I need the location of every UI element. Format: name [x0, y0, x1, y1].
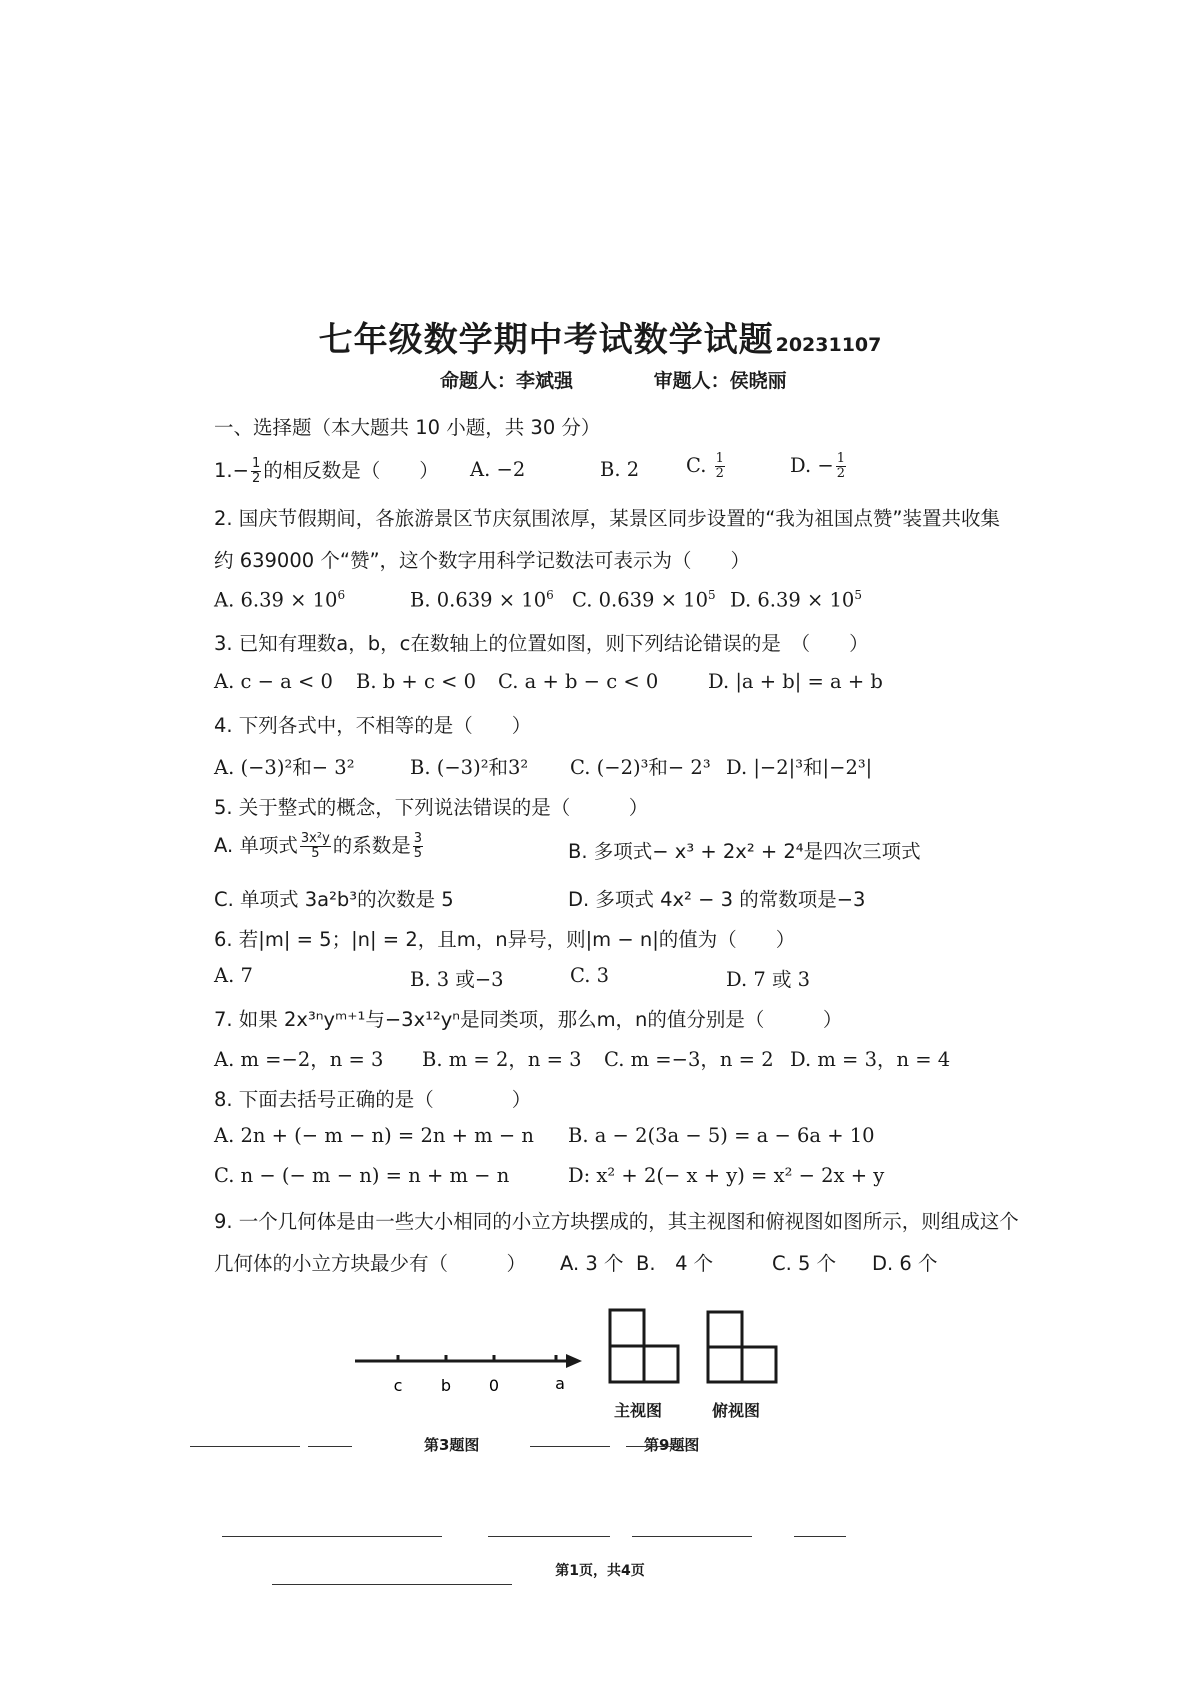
- q1-c-den: 2: [715, 466, 724, 481]
- q1-c-num: 1: [715, 451, 724, 466]
- label-b: b: [440, 1376, 452, 1395]
- q2-a-base: A. 6.39 × 10: [214, 588, 338, 612]
- q2-b-base: B. 0.639 × 10: [410, 588, 547, 612]
- q1-minus: −: [232, 459, 249, 482]
- q2-d-exp: 5: [854, 588, 862, 602]
- rule-9: [272, 1584, 512, 1585]
- q9-option-c: C. 5 个: [772, 1252, 837, 1275]
- q1-c-prefix: C.: [686, 454, 713, 477]
- q7-option-d: D. m = 3，n = 4: [790, 1048, 951, 1071]
- q3-option-c: C. a + b − c < 0: [498, 670, 659, 693]
- rule-8: [794, 1536, 846, 1537]
- question-9-line2: 几何体的小立方块最少有（ ）: [214, 1252, 527, 1275]
- q1-frac-den: 2: [251, 471, 261, 486]
- q1-number: 1.: [214, 459, 233, 482]
- rule-1: [190, 1446, 300, 1447]
- q1-d-den: 2: [836, 466, 845, 481]
- q4-option-d: D. |−2|³和|−2³|: [726, 756, 873, 779]
- q1-frac-num: 1: [251, 456, 261, 471]
- q7-option-c: C. m =−3，n = 2: [604, 1048, 774, 1071]
- page-footer: 第1页，共4页: [555, 1563, 645, 1579]
- q7-option-b: B. m = 2，n = 3: [422, 1048, 582, 1071]
- q2-c-base: C. 0.639 × 10: [572, 588, 708, 612]
- q5-a-mid: 的系数是: [332, 834, 411, 857]
- top-view-bottom-right-cell: [742, 1347, 776, 1382]
- q9-option-a: A. 3 个: [560, 1252, 624, 1275]
- q5-a-frac2-num: 3: [413, 831, 423, 846]
- q9-option-d: D. 6 个: [872, 1252, 938, 1275]
- q5-a-prefix: A. 单项式: [214, 834, 298, 857]
- fig9-caption: 第9题图: [644, 1436, 700, 1454]
- q2-d-base: D. 6.39 × 10: [730, 588, 855, 612]
- label-c: c: [393, 1376, 403, 1395]
- q4-option-c: C. (−2)³和− 2³: [570, 756, 711, 779]
- question-5: 5. 关于整式的概念，下列说法错误的是（ ）: [214, 796, 649, 819]
- label-0: 0: [488, 1376, 500, 1395]
- q1-option-b: B. 2: [600, 458, 640, 481]
- exam-date: 20231107: [775, 334, 882, 356]
- q5-a-frac1-den: 5: [311, 846, 320, 861]
- q8-option-c: C. n − (− m − n) = n + m − n: [214, 1164, 510, 1187]
- q5-a-frac2-den: 5: [413, 846, 423, 861]
- q8-option-a: A. 2n + (− m − n) = 2n + m − n: [214, 1124, 534, 1147]
- rule-2: [308, 1446, 352, 1447]
- question-7: 7. 如果 2x³ⁿyᵐ⁺¹与−3x¹²yⁿ是同类项，那么m，n的值分别是（ ）: [214, 1008, 843, 1031]
- q5-a-frac1-num: 3x²y: [300, 831, 330, 846]
- top-view-bottom-left-cell: [708, 1347, 742, 1382]
- q2-a-exp: 6: [337, 588, 346, 602]
- number-line: [355, 1354, 582, 1395]
- q5-option-b: B. 多项式− x³ + 2x² + 2⁴是四次三项式: [568, 840, 921, 863]
- question-8: 8. 下面去括号正确的是（ ）: [214, 1088, 532, 1111]
- question-9-line1: 9. 一个几何体是由一些大小相同的小立方块摆成的，其主视图和俯视图如图所示，则组成这个: [214, 1210, 1019, 1233]
- rule-3: [530, 1446, 610, 1447]
- q1-d-prefix: D. −: [790, 454, 834, 477]
- reviewer-label: 审题人：侯晓丽: [653, 370, 787, 392]
- q3-option-d: D. |a + b| = a + b: [708, 670, 883, 693]
- q6-option-d: D. 7 或 3: [726, 968, 811, 991]
- front-view-bottom-right-cell: [644, 1346, 678, 1382]
- q8-option-d: D: x² + 2(− x + y) = x² − 2x + y: [568, 1164, 885, 1187]
- q4-option-b: B. (−3)²和3²: [410, 756, 529, 779]
- front-view-bottom-left-cell: [610, 1346, 644, 1382]
- front-view: [610, 1310, 678, 1382]
- q1-stem: 的相反数是（ ）: [263, 459, 439, 482]
- author-label: 命题人：李斌强: [440, 370, 574, 392]
- q1-option-a: A. −2: [470, 458, 526, 481]
- question-6: 6. 若|m| = 5；|n| = 2，且m，n异号，则|m − n|的值为（ ）: [214, 928, 796, 951]
- top-view-label: 俯视图: [712, 1401, 761, 1420]
- q8-option-b: B. a − 2(3a − 5) = a − 6a + 10: [568, 1124, 875, 1147]
- fig3-caption: 第3题图: [424, 1436, 480, 1454]
- front-view-label: 主视图: [614, 1401, 663, 1420]
- question-4: 4. 下列各式中，不相等的是（ ）: [214, 714, 532, 737]
- q6-option-b: B. 3 或−3: [410, 968, 504, 991]
- label-a: a: [555, 1374, 565, 1393]
- top-view: [708, 1312, 776, 1382]
- q5-option-c: C. 单项式 3a²b³的次数是 5: [214, 888, 454, 911]
- q6-option-c: C. 3: [570, 964, 610, 987]
- front-view-top-cell: [610, 1310, 644, 1346]
- q1-d-num: 1: [836, 451, 845, 466]
- q7-option-a: A. m =−2，n = 3: [214, 1048, 384, 1071]
- q6-option-a: A. 7: [214, 964, 253, 987]
- rule-5: [222, 1536, 442, 1537]
- question-2-line1: 2. 国庆节假期间，各旅游景区节庆氛围浓厚，某景区同步设置的“我为祖国点赞”装置共收集: [214, 507, 1001, 530]
- rule-6: [488, 1536, 610, 1537]
- question-3: 3. 已知有理数a，b，c在数轴上的位置如图，则下列结论错误的是 （ ）: [214, 632, 869, 655]
- top-view-top-cell: [708, 1312, 742, 1347]
- section-heading: 一、选择题（本大题共 10 小题，共 30 分）: [214, 416, 601, 439]
- rule-4: [626, 1446, 686, 1447]
- q3-option-b: B. b + c < 0: [356, 670, 477, 693]
- q5-option-d: D. 多项式 4x² − 3 的常数项是−3: [568, 888, 866, 911]
- q9-option-b: B. 4 个: [636, 1252, 714, 1275]
- question-2-line2: 约 639000 个“赞”，这个数字用科学记数法可表示为（ ）: [214, 549, 751, 572]
- number-line-arrow: [566, 1354, 582, 1368]
- rule-7: [632, 1536, 752, 1537]
- q2-c-exp: 5: [708, 588, 716, 602]
- q3-option-a: A. c − a < 0: [214, 670, 333, 693]
- q4-option-a: A. (−3)²和− 3²: [214, 756, 355, 779]
- q2-b-exp: 6: [546, 588, 554, 602]
- exam-title: 七年级数学期中考试数学试题: [318, 320, 774, 360]
